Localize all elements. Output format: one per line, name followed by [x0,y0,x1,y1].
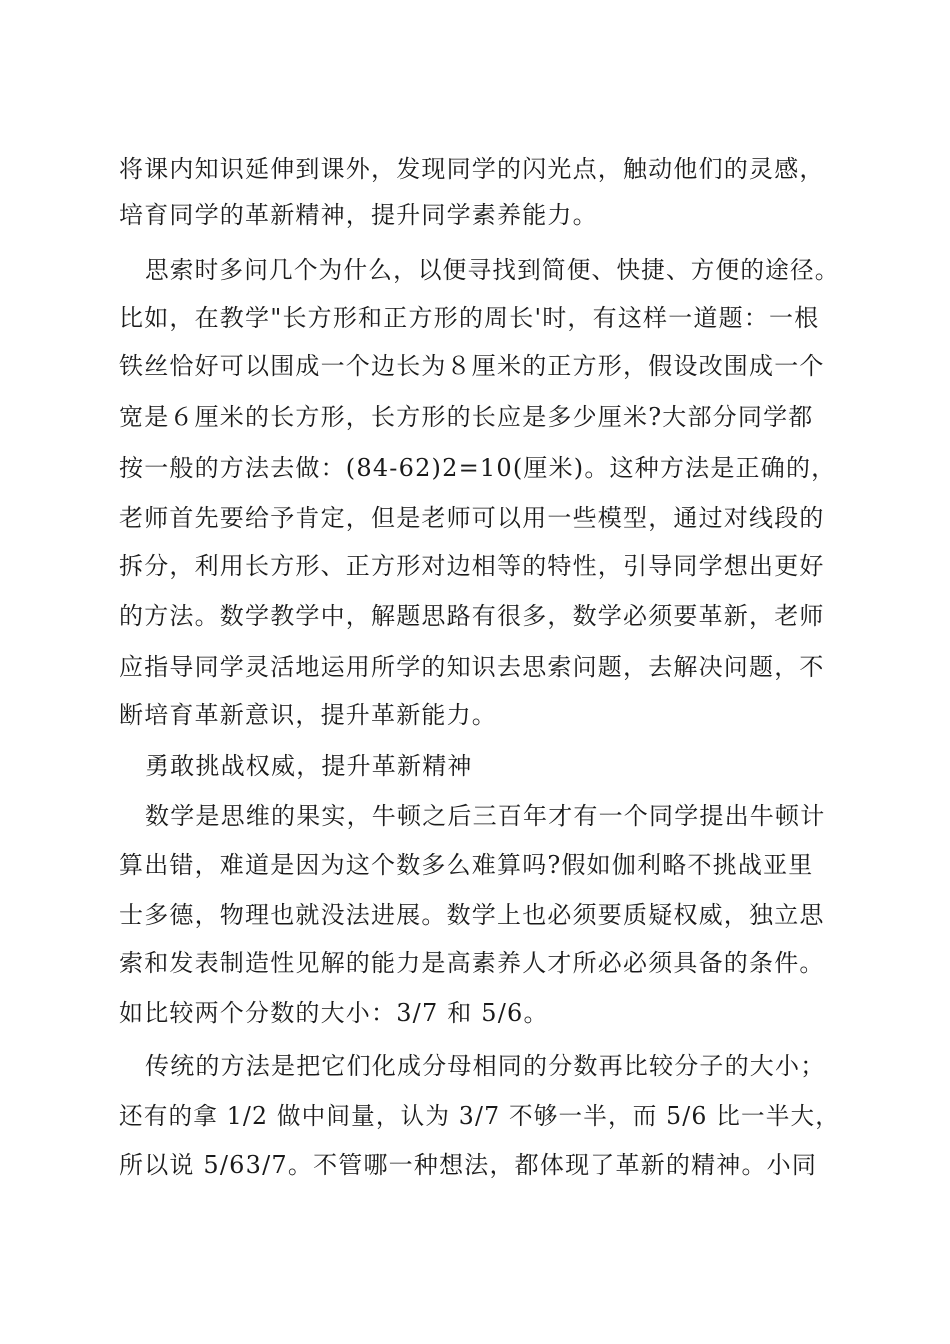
paragraph-line: 培育同学的革新精神，提升同学素养能力。 [119,201,598,229]
paragraph-line: 的方法。数学教学中，解题思路有很多，数学必须要革新，老师 [119,602,825,630]
section-heading: 勇敢挑战权威，提升革新精神 [145,752,473,780]
paragraph-line: 将课内知识延伸到课外，发现同学的闪光点，触动他们的灵感， [119,155,825,183]
paragraph-line: 拆分，利用长方形、正方形对边相等的特性，引导同学想出更好 [119,552,825,580]
paragraph-line: 思索时多问几个为什么，以便寻找到简便、快捷、方便的途径。 [145,256,840,284]
paragraph-line: 数学是思维的果实，牛顿之后三百年才有一个同学提出牛顿计 [145,802,826,830]
paragraph-line: 所以说 5/63/7。不管哪一种想法，都体现了革新的精神。小同 [119,1151,818,1179]
paragraph-line: 如比较两个分数的大小：3/7 和 5/6。 [119,999,549,1027]
paragraph-line: 索和发表制造性见解的能力是高素养人才所必必须具备的条件。 [119,949,825,977]
paragraph-line: 断培育革新意识，提升革新能力。 [119,701,497,729]
paragraph-line: 铁丝恰好可以围成一个边长为８厘米的正方形，假设改围成一个 [119,352,825,380]
paragraph-line: 老师首先要给予肯定，但是老师可以用一些模型，通过对线段的 [119,504,825,532]
paragraph-line: 传统的方法是把它们化成分母相同的分数再比较分子的大小； [145,1052,826,1080]
paragraph-line: 算出错，难道是因为这个数多么难算吗?假如伽利略不挑战亚里 [119,851,814,879]
paragraph-line: 比如，在教学"长方形和正方形的周长'时，有这样一道题：一根 [119,304,820,332]
paragraph-line: 宽是６厘米的长方形，长方形的长应是多少厘米?大部分同学都 [119,403,814,431]
paragraph-line: 按一般的方法去做：(84-62)2=10(厘米)。这种方法是正确的， [119,454,837,482]
paragraph-line: 士多德，物理也就没法进展。数学上也必须要质疑权威，独立思 [119,901,825,929]
paragraph-line: 还有的拿 1/2 做中间量，认为 3/7 不够一半，而 5/6 比一半大， [119,1102,841,1130]
paragraph-line: 应指导同学灵活地运用所学的知识去思索问题，去解决问题，不 [119,653,825,681]
